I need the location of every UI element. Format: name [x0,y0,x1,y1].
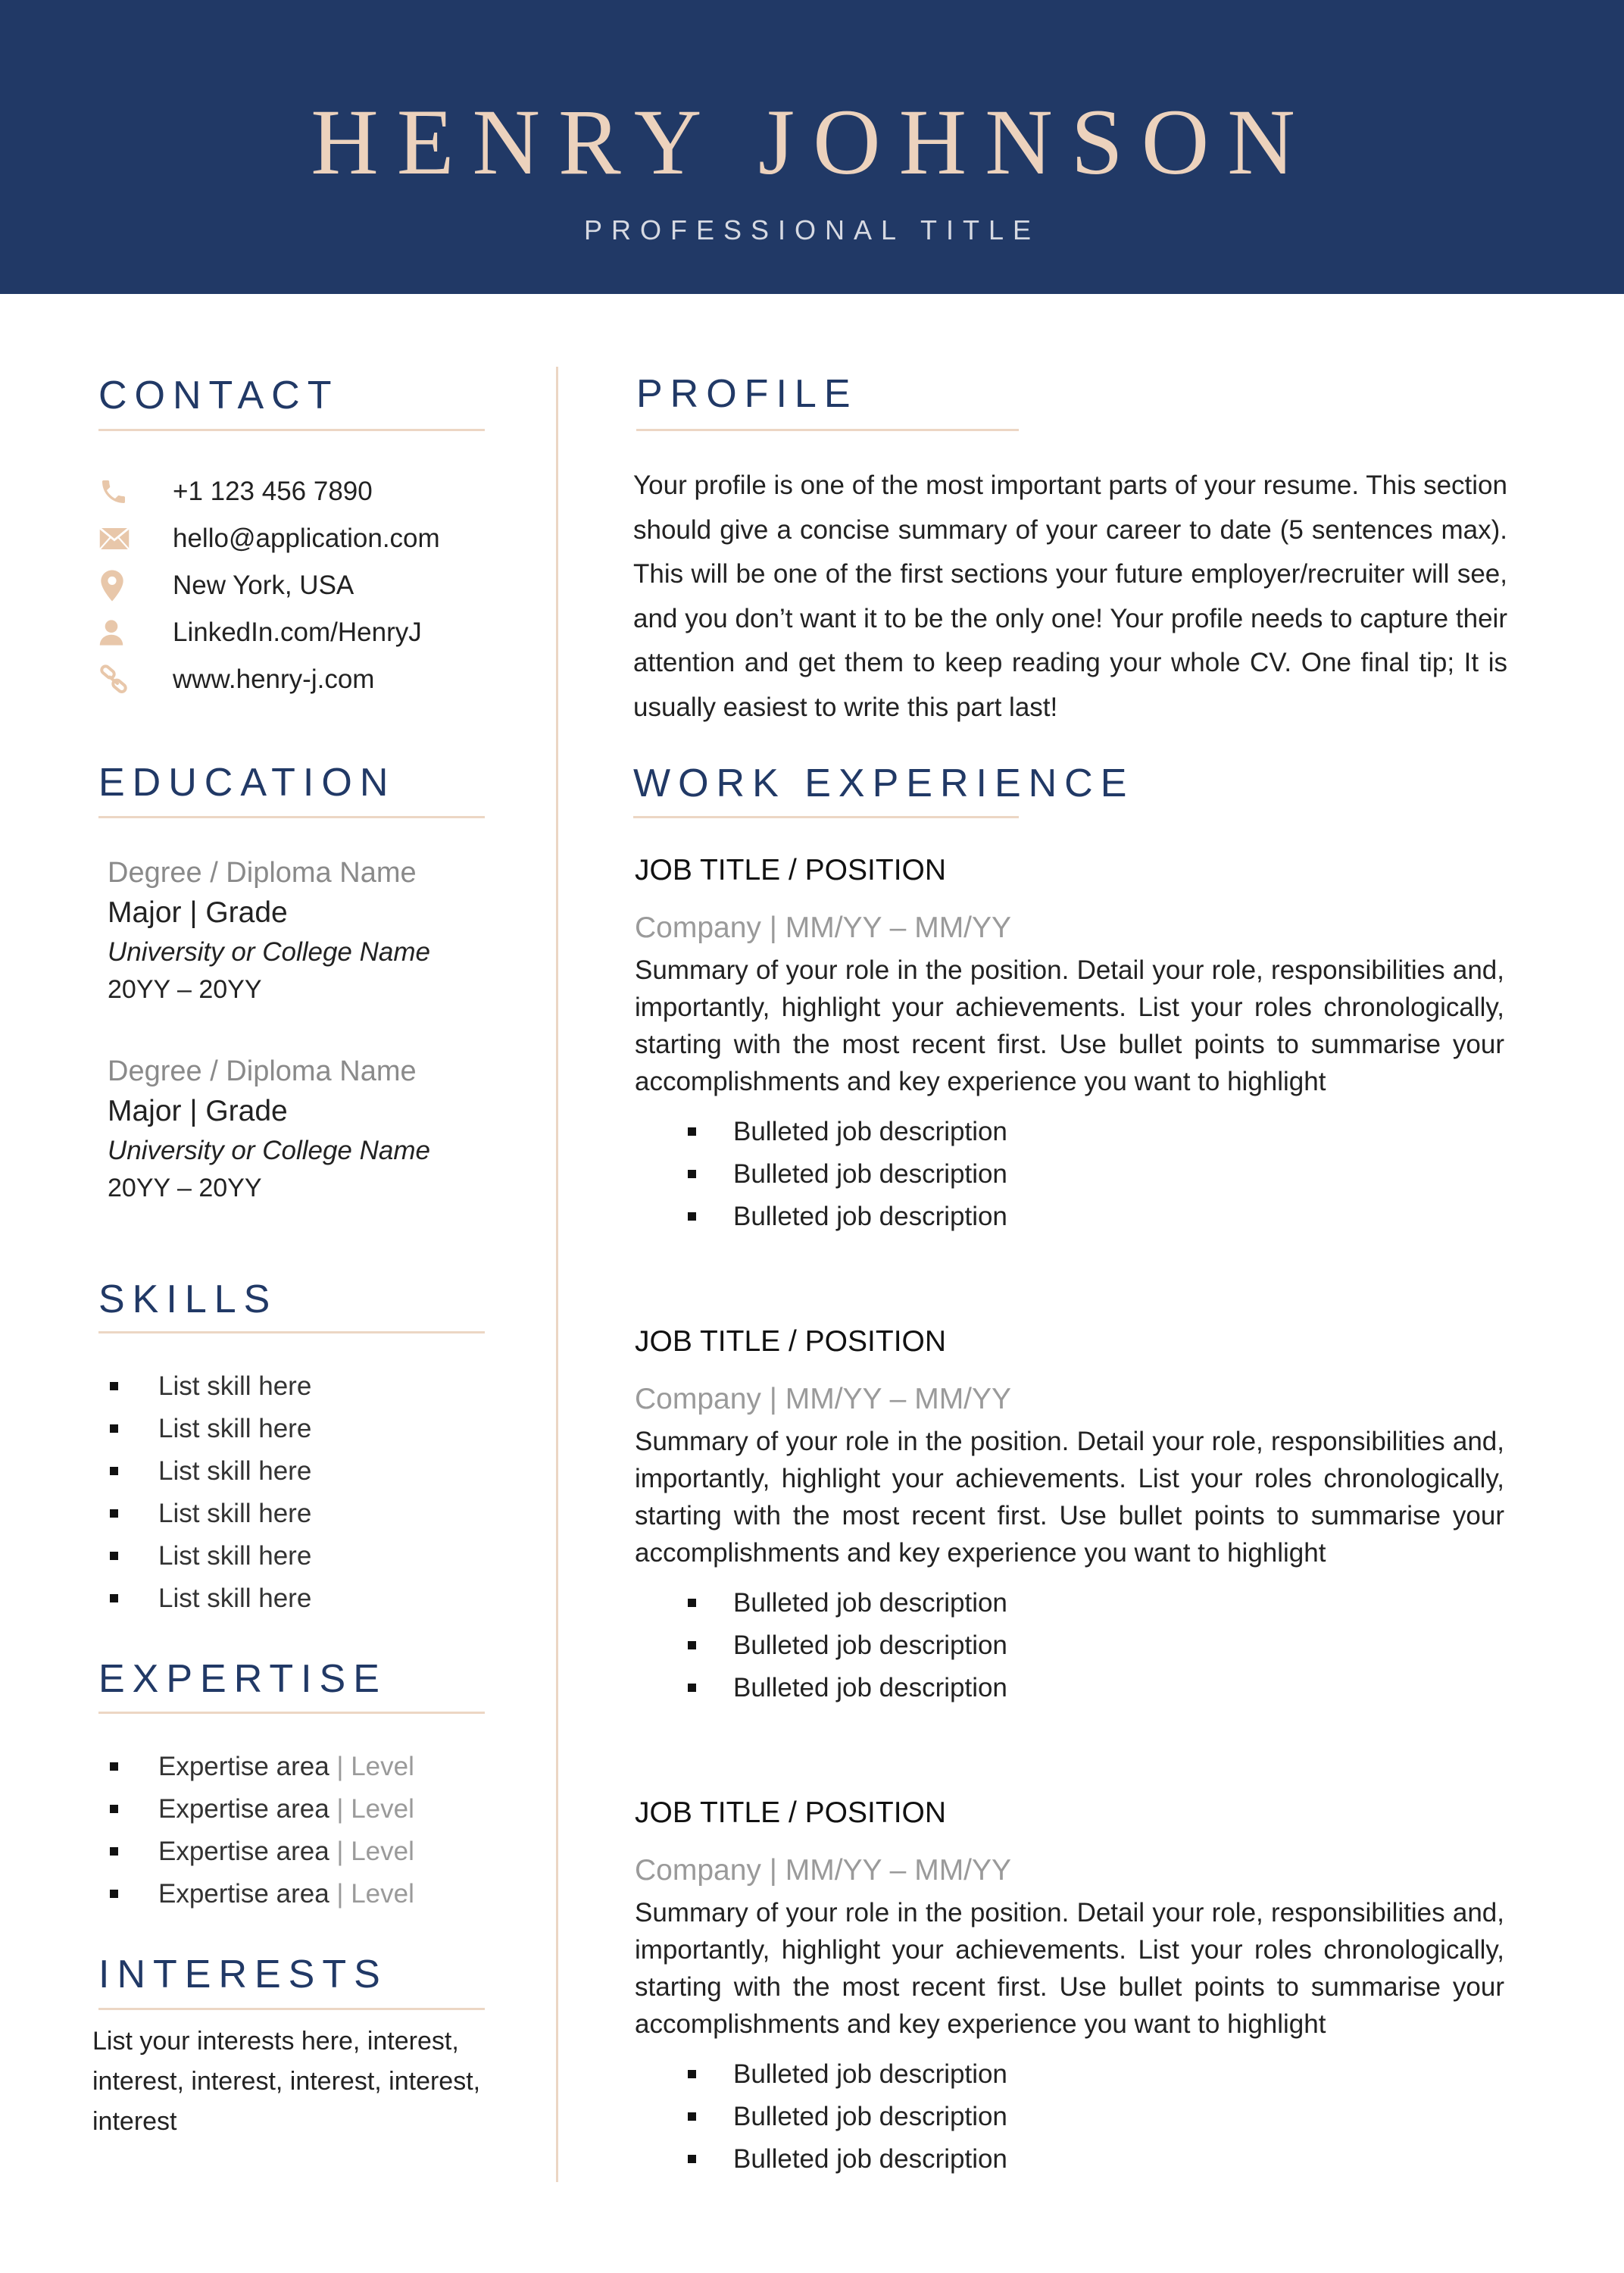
profile-heading: PROFILE [636,372,858,416]
job-title: JOB TITLE / POSITION [635,854,947,886]
education-entry [108,1052,532,1206]
expertise-rule [98,1712,485,1714]
education-heading: EDUCATION [98,761,396,805]
website-text[interactable]: www.henry-j.com [173,664,375,694]
work-experience-rule [633,816,1019,818]
degree-name: Degree / Diploma Name [108,1055,417,1087]
skill-item: List skill here [110,1450,311,1493]
job-company-dates: Company | MM/YY – MM/YY [635,1854,1012,1887]
education-years: 20YY – 20YY [108,1174,262,1202]
interests-rule [98,2008,485,2010]
bullet [110,1552,118,1560]
phone-text[interactable]: +1 123 456 7890 [173,477,373,506]
university-name: University or College Name [108,937,430,967]
major-grade: Major | Grade [108,896,288,929]
bullet [110,1847,118,1856]
job-bullet: Bulleted job description [635,2138,1504,2181]
skill-item: List skill here [110,1365,311,1408]
job-bullet: Bulleted job description [635,1667,1504,1709]
skill-item: List skill here [110,1577,311,1620]
bullet [688,1684,696,1692]
education-rule [98,816,485,818]
contact-linkedin [98,614,422,652]
phone-icon [98,474,139,509]
job-bullet: Bulleted job description [635,1624,1504,1667]
job-summary: Summary of your role in the position. Detail your role, responsibilities and, importantly, highlight your achievements. List your roles chronologically, starting with the most recent first. Use bullet points to summarise your accomplishments and key experience you want to highlight [635,1898,1504,2039]
email-text[interactable]: hello@application.com [173,524,440,553]
bullet [688,1599,696,1607]
university-name: University or College Name [108,1136,430,1165]
profile-rule [636,429,1019,431]
job-bullet: Bulleted job description [635,2053,1504,2096]
professional-title: PROFESSIONAL TITLE [583,214,1041,245]
skill-item: List skill here [110,1493,311,1535]
major-grade: Major | Grade [108,1095,288,1127]
expertise-item: Expertise area | Level [110,1873,414,1915]
bullet [110,1594,118,1602]
job-bullet: Bulleted job description [635,2096,1504,2138]
bullet [688,2070,696,2078]
bullet [688,1641,696,1649]
job-entry [635,1794,1504,2181]
skills-list [110,1365,311,1620]
job-bullets [635,2053,1504,2181]
expertise-heading: EXPERTISE [98,1657,387,1701]
skills-rule [98,1331,485,1333]
skill-item: List skill here [110,1535,311,1577]
expertise-item: Expertise area | Level [110,1746,414,1788]
contact-phone [98,473,373,511]
interests-heading: INTERESTS [98,1953,388,1996]
contact-heading: CONTACT [98,374,339,417]
bullet [688,2155,696,2163]
bullet [110,1509,118,1518]
location-pin-icon [98,568,139,603]
job-bullet: Bulleted job description [635,1153,1504,1196]
job-bullets [635,1582,1504,1709]
job-entry [635,852,1504,1238]
envelope-icon [98,521,139,556]
job-summary: Summary of your role in the position. Detail your role, responsibilities and, importantly, highlight your achievements. List your roles chronologically, starting with the most recent first. Use bullet points to summarise your accomplishments and key experience you want to highlight [635,955,1504,1096]
job-summary: Summary of your role in the position. Detail your role, responsibilities and, importantly, highlight your achievements. List your roles chronologically, starting with the most recent first. Use bullet points to summarise your accomplishments and key experience you want to highlight [635,1427,1504,1568]
column-divider [556,367,558,2182]
bullet [110,1467,118,1475]
user-icon [98,615,139,650]
header-banner [0,0,1624,294]
job-bullets [635,1111,1504,1238]
job-title: JOB TITLE / POSITION [635,1325,947,1358]
bullet [110,1762,118,1771]
job-company-dates: Company | MM/YY – MM/YY [635,911,1012,944]
expertise-item: Expertise area | Level [110,1788,414,1831]
education-years: 20YY – 20YY [108,975,262,1004]
job-bullet: Bulleted job description [635,1582,1504,1624]
candidate-name: HENRY JOHNSON [311,90,1313,194]
contact-website [98,661,375,699]
linkedin-text[interactable]: LinkedIn.com/HenryJ [173,617,422,647]
bullet [688,1127,696,1136]
contact-location [98,567,354,605]
contact-rule [98,429,485,431]
bullet [688,1212,696,1221]
job-title: JOB TITLE / POSITION [635,1796,947,1829]
interests-text: List your interests here, interest, interest, interest, interest, interest, interest [92,2027,481,2136]
expertise-item: Expertise area | Level [110,1831,414,1873]
contact-email [98,520,440,558]
profile-summary: Your profile is one of the most important parts of your resume. This section should give a concise summary of your career to date (5 sentences max). This will be one of the first sections your future employer/recruiter will see, and you don’t want it to be the only one! Your profile needs to capture their attention and get them to keep reading your whole CV. One final tip; It is usually easiest to write this part last! [633,471,1507,722]
work-experience-heading: WORK EXPERIENCE [633,761,1135,805]
job-bullet: Bulleted job description [635,1111,1504,1153]
expertise-list [110,1746,414,1915]
link-icon [98,662,139,697]
education-entry [108,853,532,1008]
degree-name: Degree / Diploma Name [108,857,417,889]
bullet [110,1424,118,1433]
bullet [110,1805,118,1813]
job-bullet: Bulleted job description [635,1196,1504,1238]
bullet [110,1382,118,1390]
job-company-dates: Company | MM/YY – MM/YY [635,1383,1012,1415]
skill-item: List skill here [110,1408,311,1450]
bullet [688,1170,696,1178]
job-entry [635,1323,1504,1709]
skills-heading: SKILLS [98,1277,278,1321]
location-text: New York, USA [173,571,354,600]
bullet [110,1890,118,1898]
bullet [688,2112,696,2121]
